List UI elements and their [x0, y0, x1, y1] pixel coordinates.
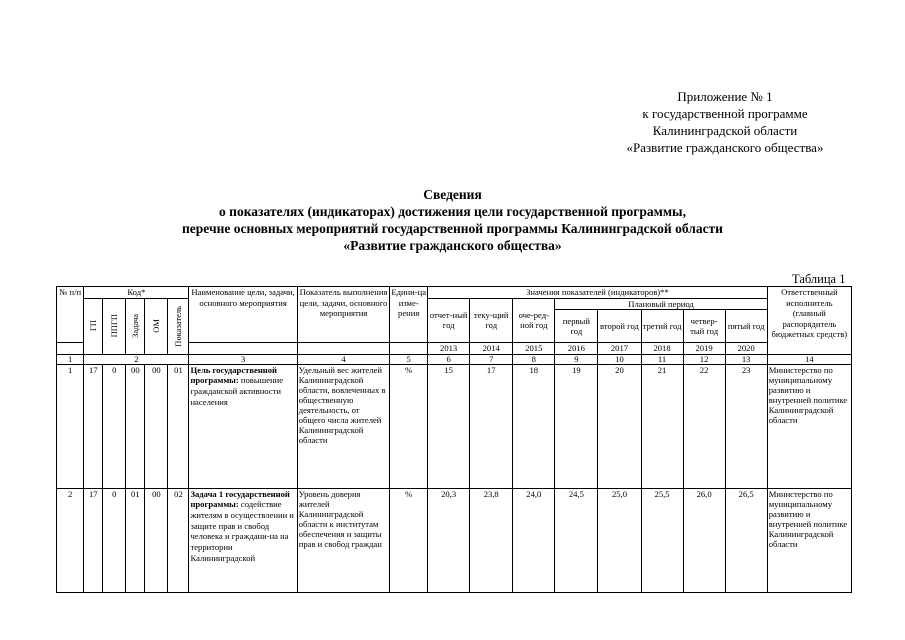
row-indicator: Уровень доверия жителей Калининградской области к институтам обеспечения и защиты прав и свобод граждан: [297, 488, 390, 592]
row-unit: %: [390, 488, 428, 592]
header-third: третий год: [641, 310, 683, 343]
header-code-indicator: Показатель: [173, 305, 184, 347]
row-value-2019: 22: [683, 364, 725, 488]
appendix-block: [560, 88, 890, 156]
row-value-2018: 25,5: [641, 488, 683, 592]
row-code-ppgp: 0: [103, 364, 126, 488]
col-number-4: 4: [297, 354, 390, 364]
row-value-2017: 25,0: [598, 488, 641, 592]
row-value-2016: 19: [555, 364, 598, 488]
header-code-om: ОМ: [151, 319, 162, 333]
row-num: 1: [57, 364, 84, 488]
row-name-rest: содействие жителям в осуществлении и защите прав и свобод человека и граждани-на на территории Калининградской: [190, 499, 294, 563]
header-reporting: отчет-ный год: [428, 298, 470, 343]
row-code-ppgp: 0: [103, 488, 126, 592]
header-fifth: пятый год: [725, 310, 767, 343]
row-value-2016: 24,5: [555, 488, 598, 592]
col-number-6: 6: [428, 354, 470, 364]
header-code-om-cell: [145, 298, 168, 354]
row-name-bold: Задача 1 государственной программы:: [190, 488, 290, 510]
header-planning: Плановый период: [555, 298, 767, 310]
col-number-13: 13: [725, 354, 767, 364]
document-heading: [0, 186, 905, 254]
header-code-ppgp: ППГП: [109, 314, 120, 338]
header-num: № п/п: [57, 287, 84, 343]
col-number-12: 12: [683, 354, 725, 364]
row-value-2015: 24,0: [513, 488, 555, 592]
row-responsible: Министерство по муниципальному развитию и внутренней политике Калининградской области: [767, 364, 851, 488]
header-values: Значения показателей (индикаторов)**: [428, 287, 768, 299]
header-fourth: четвер-тый год: [683, 310, 725, 343]
col-number-10: 10: [598, 354, 641, 364]
header-next: оче-ред-ной год: [513, 298, 555, 343]
row-value-2018: 21: [641, 364, 683, 488]
header-code-indicator-cell: [168, 298, 189, 354]
header-unit-blank: [390, 343, 428, 355]
heading-line-4: «Развитие гражданского общества»: [343, 238, 562, 253]
row-responsible: Министерство по муниципальному развитию и внутренней политике Калининградской области: [767, 488, 851, 592]
year-2019: 2019: [683, 343, 725, 355]
row-code-indicator: 01: [168, 364, 189, 488]
year-2016: 2016: [555, 343, 598, 355]
row-code-indicator: 02: [168, 488, 189, 592]
row-name: [189, 364, 297, 488]
row-value-2013: 20,3: [428, 488, 470, 592]
appendix-line-3: Калининградской области: [652, 123, 798, 138]
row-value-2020: 23: [725, 364, 767, 488]
indicators-table: [56, 286, 852, 593]
appendix-line-2: к государственной программе: [642, 106, 808, 121]
year-2020: 2020: [725, 343, 767, 355]
header-code-task: Задача: [130, 314, 141, 338]
header-code-task-cell: [126, 298, 145, 354]
header-num-blank: [57, 343, 84, 355]
year-2017: 2017: [598, 343, 641, 355]
col-number-7: 7: [470, 354, 513, 364]
row-code-gp: 17: [84, 488, 103, 592]
row-name-rest: повышение гражданской активности населения: [190, 375, 284, 407]
header-name-blank: [189, 343, 297, 355]
row-code-om: 00: [145, 364, 168, 488]
col-number-3: 3: [189, 354, 297, 364]
col-number-1: 1: [57, 354, 84, 364]
appendix-line-4: «Развитие гражданского общества»: [626, 140, 824, 155]
row-code-task: 00: [126, 364, 145, 488]
header-first: первый год: [555, 310, 598, 343]
col-number-5: 5: [390, 354, 428, 364]
year-2015: 2015: [513, 343, 555, 355]
row-code-om: 00: [145, 488, 168, 592]
header-unit: Едини-ца изме-рения: [390, 287, 428, 343]
heading-line-1: Сведения: [423, 187, 482, 202]
header-code-ppgp-cell: [103, 298, 126, 354]
row-value-2020: 26,5: [725, 488, 767, 592]
table-label: Таблица 1: [792, 272, 846, 286]
row-value-2014: 17: [470, 364, 513, 488]
col-number-11: 11: [641, 354, 683, 364]
year-2014: 2014: [470, 343, 513, 355]
row-unit: %: [390, 364, 428, 488]
row-value-2013: 15: [428, 364, 470, 488]
row-name: [189, 488, 297, 592]
col-number-9: 9: [555, 354, 598, 364]
row-code-gp: 17: [84, 364, 103, 488]
header-indicator-blank: [297, 343, 390, 355]
table-row: [57, 364, 852, 488]
appendix-line-1: Приложение № 1: [677, 89, 773, 104]
row-name-bold: Цель государственной программы:: [190, 364, 277, 386]
row-value-2014: 23,8: [470, 488, 513, 592]
row-value-2017: 20: [598, 364, 641, 488]
row-value-2015: 18: [513, 364, 555, 488]
header-responsible: Ответственный исполнитель (главный распорядитель бюджетных средств): [767, 287, 851, 355]
header-name: Наименование цели, задачи, основного мероприятия: [189, 287, 297, 343]
header-current: теку-щий год: [470, 298, 513, 343]
column-number-row: [57, 354, 852, 364]
col-number-8: 8: [513, 354, 555, 364]
header-code: Код*: [84, 287, 189, 299]
header-second: второй год: [598, 310, 641, 343]
year-2018: 2018: [641, 343, 683, 355]
row-indicator: Удельный вес жителей Калининградской области, вовлеченных в общественную деятельность, от общего числа жителей Калининградской области: [297, 364, 390, 488]
heading-line-3: перечне основных мероприятий государственной программы Калининградской области: [182, 221, 723, 236]
header-code-gp-cell: [84, 298, 103, 354]
table-row: [57, 488, 852, 592]
row-num: 2: [57, 488, 84, 592]
heading-line-2: о показателях (индикаторах) достижения цели государственной программы,: [219, 204, 686, 219]
row-value-2019: 26,0: [683, 488, 725, 592]
row-code-task: 01: [126, 488, 145, 592]
header-code-gp: ГП: [88, 320, 99, 332]
col-number-14: 14: [767, 354, 851, 364]
header-indicator: Показатель выполнения цели, задачи, основного мероприятия: [297, 287, 390, 343]
col-number-2: 2: [84, 354, 189, 364]
year-2013: 2013: [428, 343, 470, 355]
